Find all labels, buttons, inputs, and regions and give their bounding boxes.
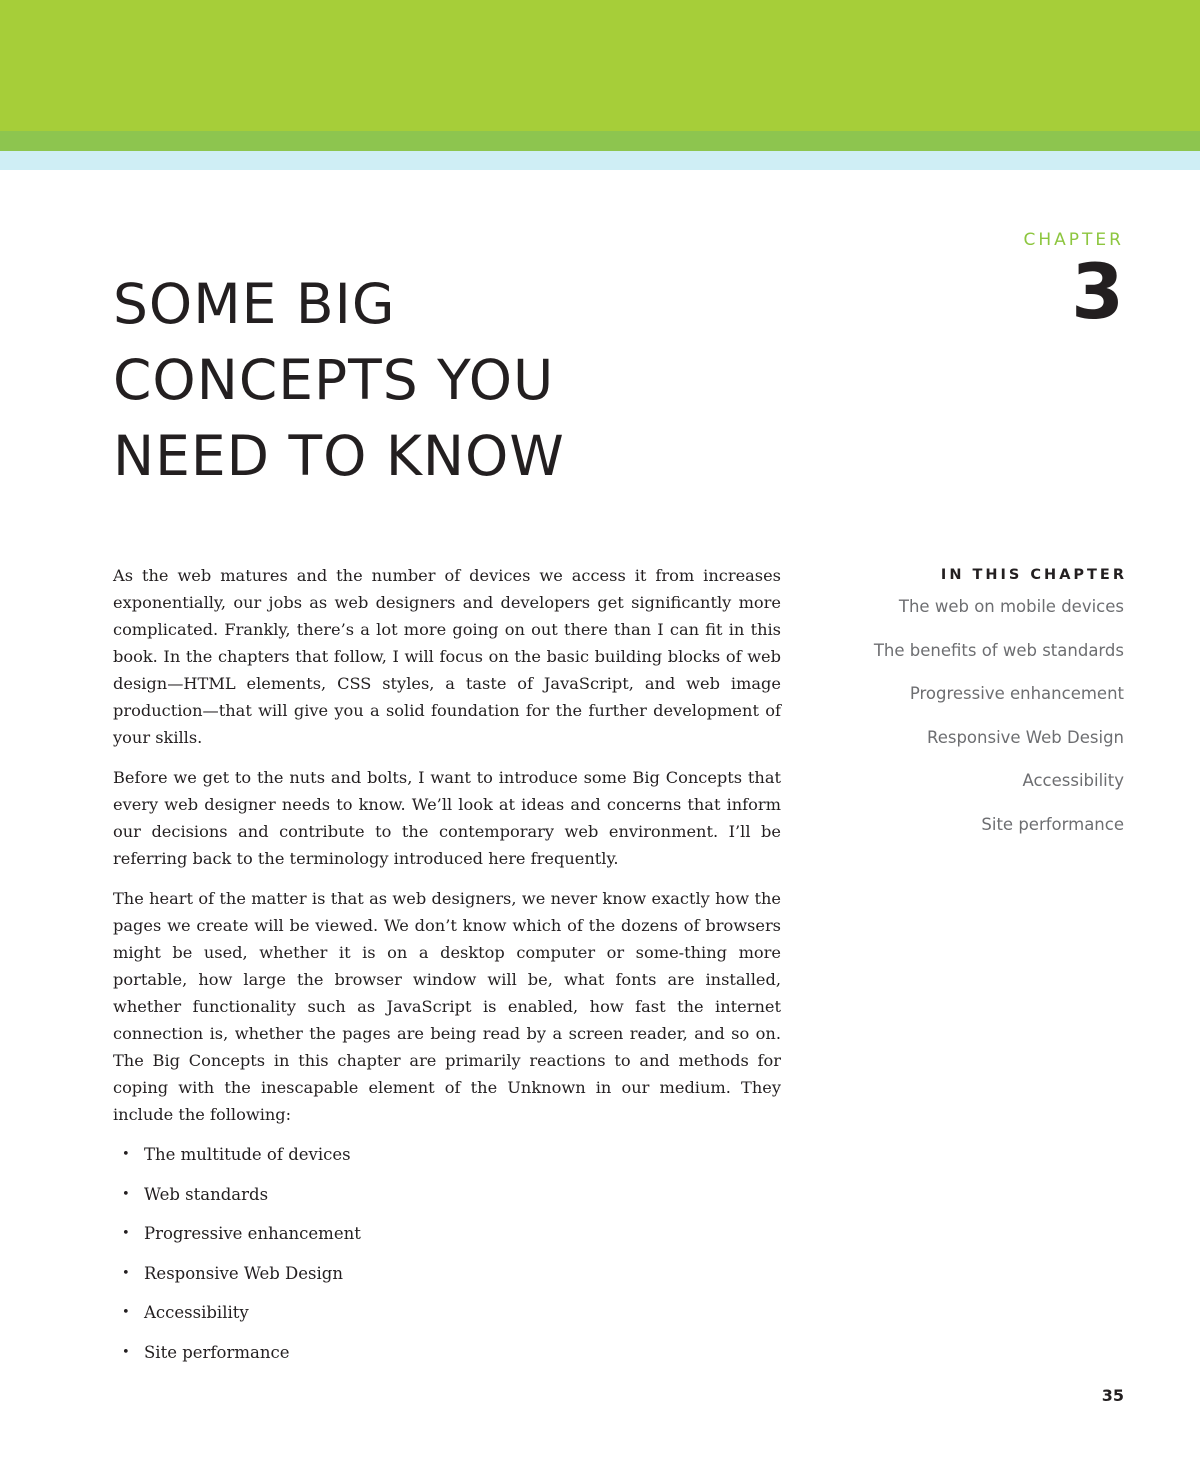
- body-paragraph: As the web matures and the number of devices we access it from increases exponentially, our jobs as web designers and developers get significantly more complicated. Frankly, there’s a lot more going on out there than I can fit in this book. In the chapters that follow, I will focus on the basic building blocks of web design—HTML elements, CSS styles, a taste of JavaScript, and web image production—that will give you a solid foundation for the further development of your skills.: [113, 566, 781, 747]
- body-paragraph: Before we get to the nuts and bolts, I want to introduce some Big Concepts that every web designer needs to know. We’ll look at ideas and concerns that inform our decisions and contribute to the contemporary web environment. I’ll be referring back to the terminology introduced here frequently.: [113, 768, 781, 868]
- chapter-title-line: CONCEPTS YOU: [113, 348, 555, 412]
- chapter-title: [113, 266, 733, 494]
- sidebar-item: Progressive enhancement: [909, 684, 1124, 704]
- header-band-blue: [0, 151, 1200, 170]
- concept-list: [113, 1141, 781, 1379]
- concept-list-item: • Site performance: [113, 1339, 781, 1379]
- chapter-label: CHAPTER: [1023, 230, 1124, 250]
- concept-list-item: • Progressive enhancement: [113, 1220, 781, 1260]
- chapter-title-line: SOME BIG: [113, 272, 396, 336]
- chapter-title-line: NEED TO KNOW: [113, 424, 565, 488]
- sidebar-heading: IN THIS CHAPTER: [940, 567, 1127, 583]
- sidebar-item: The web on mobile devices: [898, 597, 1124, 616]
- sidebar-item: Responsive Web Design: [926, 727, 1124, 747]
- body-text: [113, 562, 781, 1379]
- sidebar-item: Accessibility: [1022, 771, 1124, 791]
- concept-list-item: • Responsive Web Design: [113, 1260, 781, 1300]
- sidebar-item: The benefits of web standards: [873, 640, 1124, 660]
- page-number: 35: [1101, 1386, 1124, 1405]
- concept-list-item: • Accessibility: [113, 1299, 781, 1339]
- body-paragraph: The heart of the matter is that as web designers, we never know exactly how the pages we create will be viewed. We don’t know which of the dozens of browsers might be used, whether it is on a desktop computer or some-thing more portable, how large the browser window will be, what fonts are installed, whether functionality such as JavaScript is enabled, how fast the internet connection is, whether the pages are being read by a screen reader, and so on. The Big Concepts in this chapter are primarily reactions to and methods for coping with the inescapable element of the Unknown in our medium. They include the following:: [113, 889, 781, 1124]
- chapter-number: 3: [1071, 247, 1124, 336]
- concept-list-item: • The multitude of devices: [113, 1141, 781, 1181]
- concept-list-item: • Web standards: [113, 1181, 781, 1221]
- in-this-chapter-sidebar: [824, 562, 1127, 856]
- header-band-green-dark: [0, 131, 1200, 151]
- sidebar-item: Site performance: [981, 814, 1124, 834]
- header-band-green: [0, 0, 1200, 131]
